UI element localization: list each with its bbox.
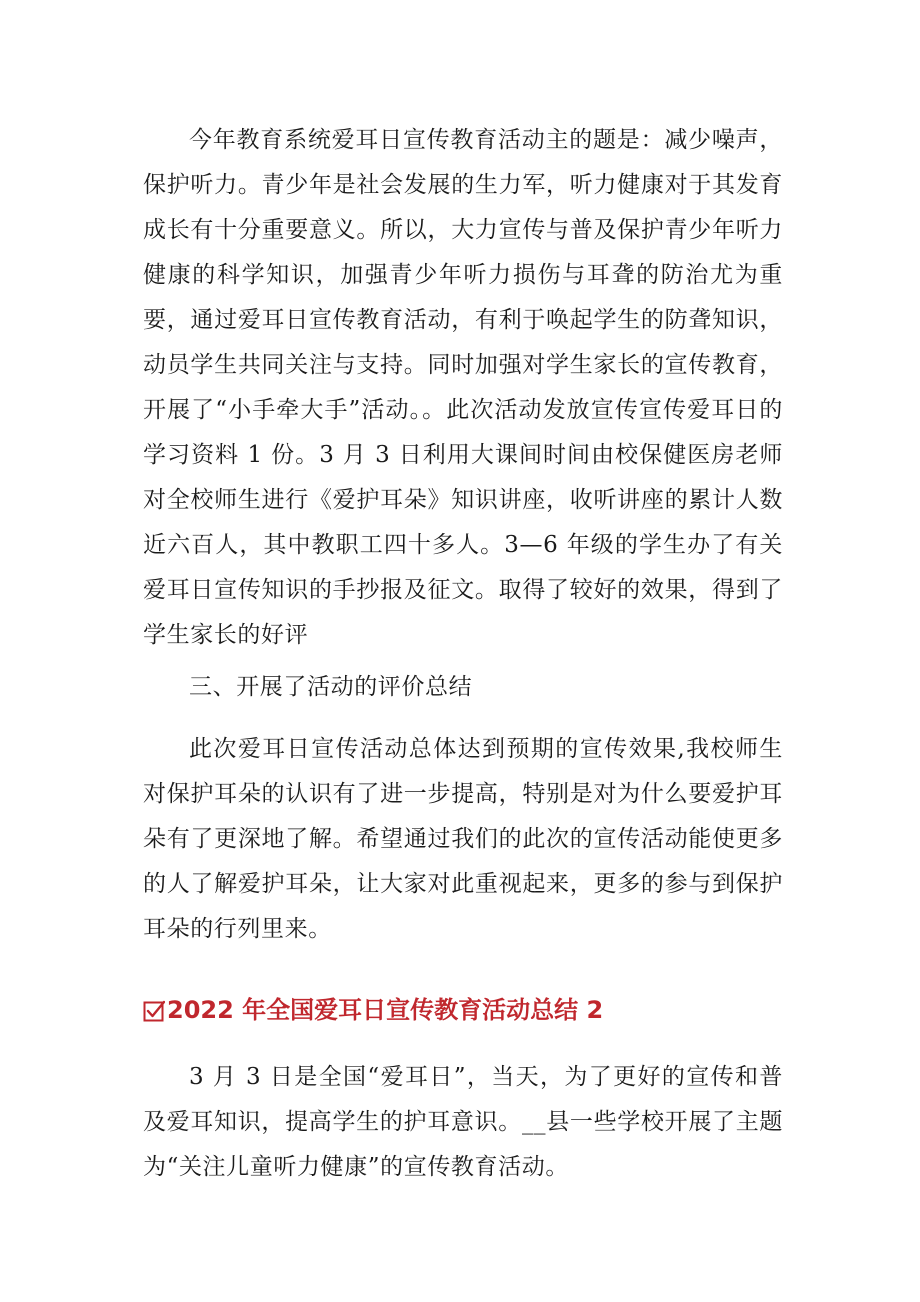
heading2 [143,990,783,1030]
heading2-text: 2022 年全国爱耳日宣传教育活动总结 2 [167,996,604,1024]
section3-title-block [143,665,783,710]
section1-paragraph: 今年教育系统爱耳日宣传教育活动主的题是：减少噪声，保护听力。青少年是社会发展的生力军，听力健康对于其发育成长有十分重要意义。所以，大力宣传与普及保护青少年听力健康的科学知识，加强青少年听力损伤与耳聋的防治尤为重要，通过爱耳日宣传教育活动，有利于唤起学生的防聋知识，动员学生共同关注与支持。同时加强对学生家长的宣传教育，开展了“小手牵大手”活动。。此次活动发放宣传宣传爱耳日的学习资料 1 份。3 月 3 日利用大课间时间由校保健医房老师对全校师生进行《爱护耳朵》知识讲座，收听讲座的累计人数近六百人，其中教职工四十多人。3—6 年级的学生办了有关爱耳日宣传知识的手抄报及征文。取得了较好的效果，得到了学生家长的好评 [143,127,783,648]
section4-block [143,1055,783,1190]
section3-paragraph: 此次爱耳日宣传活动总体达到预期的宣传效果,我校师生对保护耳朵的认识有了进一步提高，特别是对为什么要爱护耳朵有了更深地了解。希望通过我们的此次的宣传活动能使更多的人了解爱护耳朵，让大家对此重视起来，更多的参与到保护耳朵的行列里来。 [143,736,783,942]
checkbox-check-icon [143,1000,165,1022]
section3-title: 三、开展了活动的评价总结 [189,674,473,700]
section3-block [143,727,783,952]
section1-block [143,118,783,658]
section4-paragraph: 3 月 3 日是全国“爱耳日”，当天，为了更好的宣传和普及爱耳知识，提高学生的护耳意识。__县一些学校开展了主题为“关注儿童听力健康”的宣传教育活动。 [143,1064,783,1180]
